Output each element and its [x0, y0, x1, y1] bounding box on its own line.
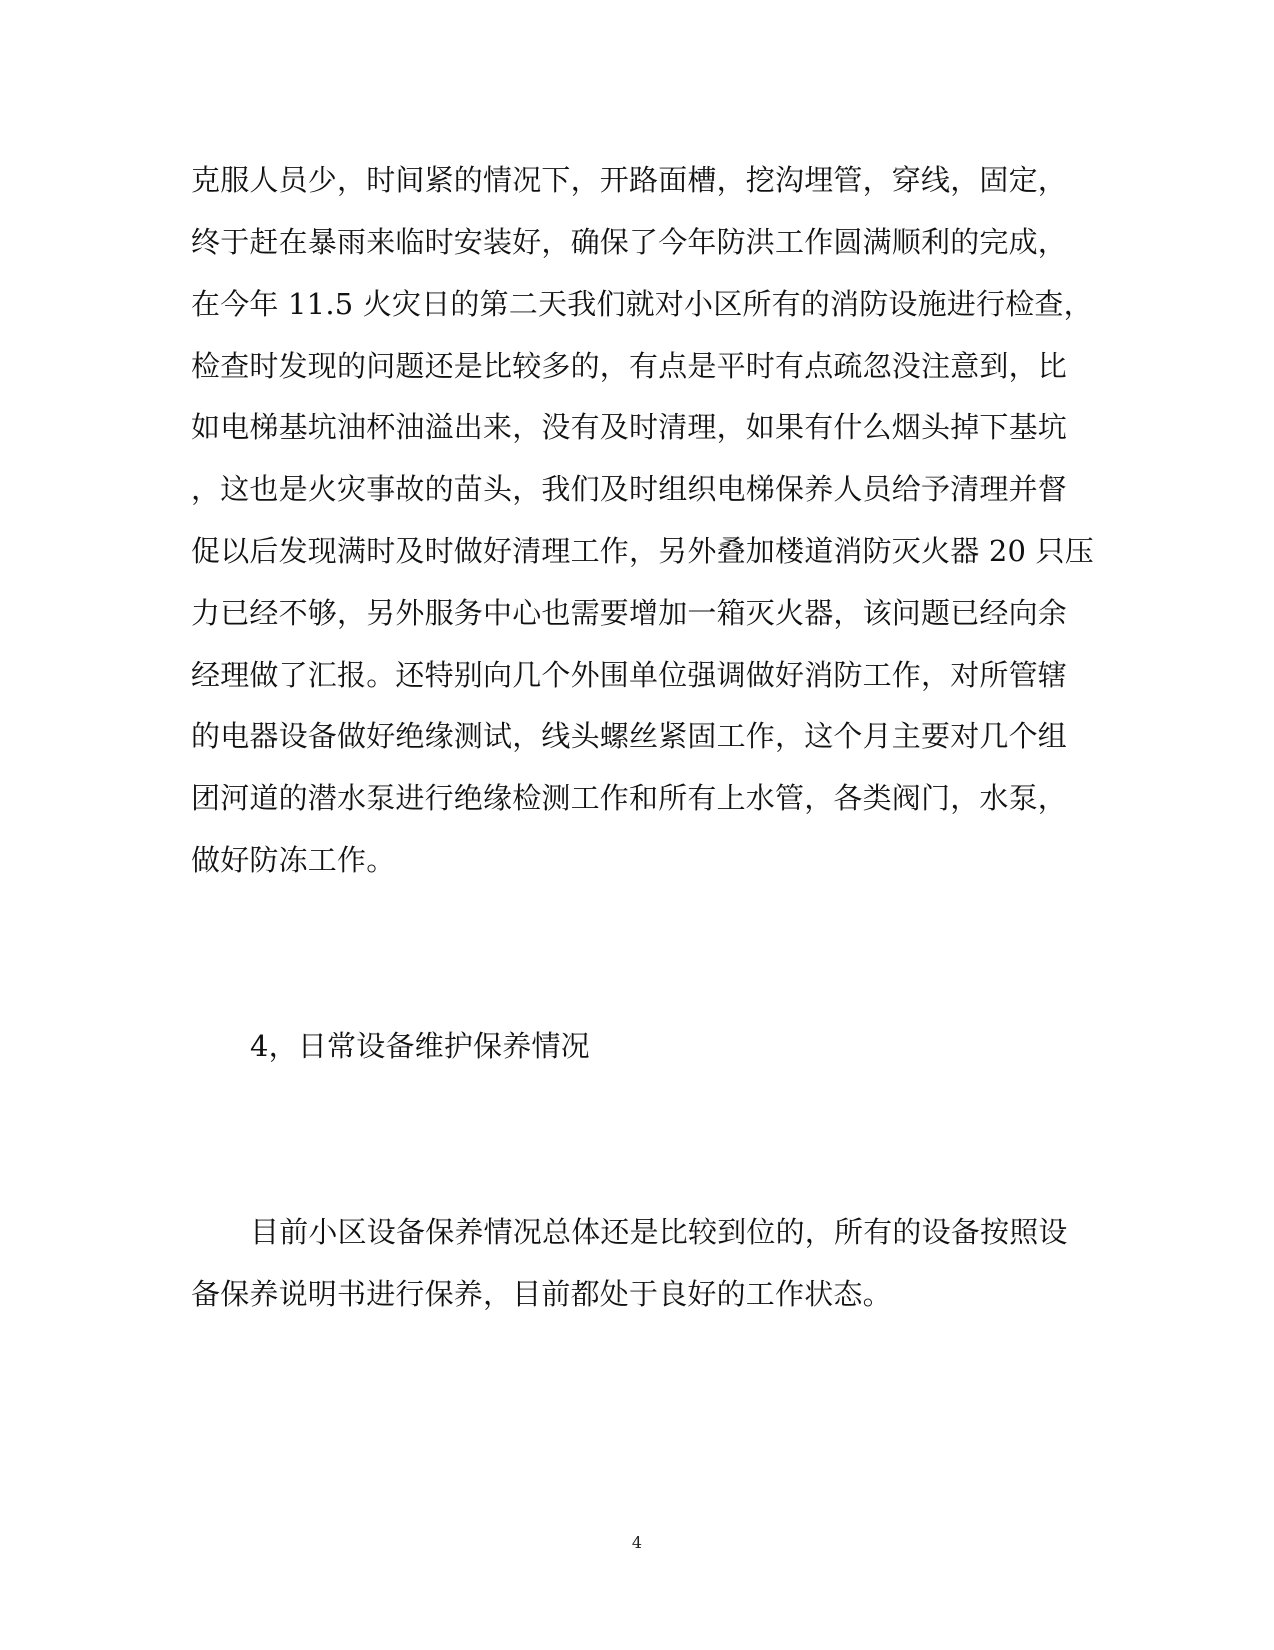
paragraph-line: 终于赶在暴雨来临时安装好，确保了今年防洪工作圆满顺利的完成，: [191, 225, 1068, 259]
paragraph-line: 经理做了汇报。还特别向几个外围单位强调做好消防工作，对所管辖: [191, 658, 1068, 692]
paragraph-line: 的电器设备做好绝缘测试，线头螺丝紧固工作，这个月主要对几个组: [191, 719, 1068, 753]
paragraph-line: 检查时发现的问题还是比较多的，有点是平时有点疏忽没注意到，比: [191, 349, 1068, 383]
paragraph-line: ，这也是火灾事故的苗头，我们及时组织电梯保养人员给予清理并督: [191, 472, 1068, 506]
paragraph-line: 力已经不够，另外服务中心也需要增加一箱灭火器，该问题已经向余: [191, 596, 1068, 630]
paragraph-line: 如电梯基坑油杯油溢出来，没有及时清理，如果有什么烟头掉下基坑: [191, 410, 1068, 444]
page-number: 4: [631, 1533, 643, 1552]
paragraph-line: 促以后发现满时及时做好清理工作，另外叠加楼道消防灭火器 20 只压: [191, 534, 1094, 568]
section-heading: 4，日常设备维护保养情况: [250, 1029, 590, 1063]
paragraph-line: 目前小区设备保养情况总体还是比较到位的，所有的设备按照设: [250, 1215, 1068, 1249]
paragraph-line: 做好防冻工作。: [191, 843, 396, 877]
paragraph-line: 备保养说明书进行保养，目前都处于良好的工作状态。: [191, 1277, 892, 1311]
paragraph-line: 在今年 11.5 火灾日的第二天我们就对小区所有的消防设施进行检查，: [191, 287, 1093, 321]
paragraph-line: 团河道的潜水泵进行绝缘检测工作和所有上水管，各类阀门，水泵，: [191, 781, 1068, 815]
paragraph-line: 克服人员少，时间紧的情况下，开路面槽，挖沟埋管，穿线，固定，: [191, 163, 1068, 197]
